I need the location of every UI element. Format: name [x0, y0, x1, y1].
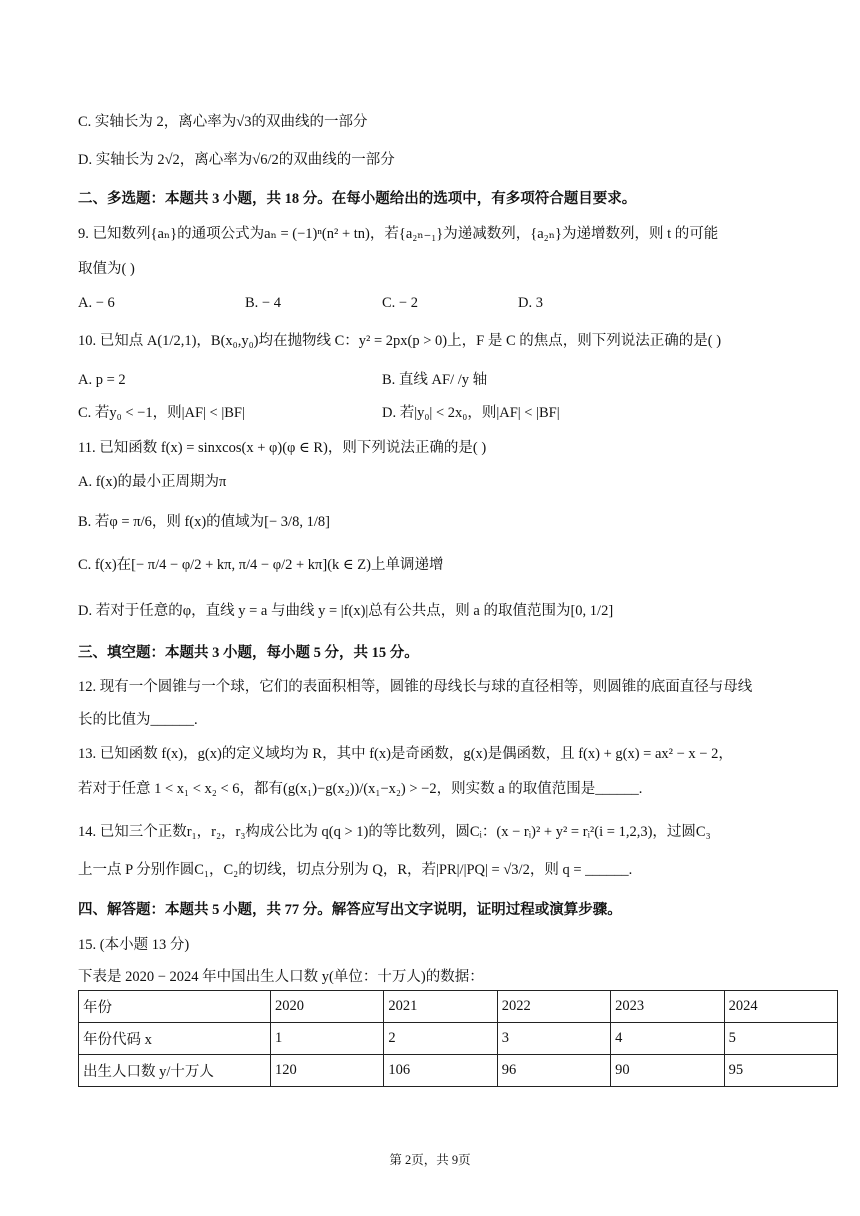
table-cell: 1 — [271, 1023, 384, 1055]
table-cell: 120 — [271, 1055, 384, 1087]
table-row — [79, 991, 838, 1023]
table-cell: 96 — [497, 1055, 610, 1087]
q15-intro: 下表是 2020 − 2024 年中国出生人口数 y(单位：十万人)的数据： — [78, 969, 484, 985]
q10-stem: 10. 已知点 A(1/2,1)，B(x₀,y₀)均在抛物线 C：y² = 2px(p > 0)上，F 是 C 的焦点，则下列说法正确的是( ) — [78, 333, 722, 349]
q11-stem: 11. 已知函数 f(x) = sinxcos(x + φ)(φ ∈ R)，则下列说法正确的是( ) — [78, 440, 487, 456]
q15-heading: 15. (本小题 13 分) — [78, 937, 190, 953]
table-cell: 年份代码 x — [79, 1023, 271, 1055]
q10-option-b: B. 直线 AF/ /y 轴 — [382, 372, 488, 388]
table-cell: 2 — [384, 1023, 497, 1055]
q9-stem-line2: 取值为( ) — [78, 261, 135, 277]
q14-line1: 14. 已知三个正数r₁，r₂，r₃构成公比为 q(q > 1)的等比数列，圆Cᵢ：(x − rᵢ)² + y² = rᵢ²(i = 1,2,3)，过圆C₃ — [78, 824, 711, 840]
q9-option-c: C. − 2 — [382, 295, 418, 311]
q10-option-a: A. p = 2 — [78, 372, 126, 388]
section-fill-in-heading: 三、填空题：本题共 3 小题，每小题 5 分，共 15 分。 — [78, 645, 419, 661]
table-cell: 2023 — [611, 991, 724, 1023]
table-cell: 5 — [724, 1023, 837, 1055]
q11-option-d: D. 若对于任意的φ，直线 y = a 与曲线 y = |f(x)|总有公共点，则 a 的取值范围为[0, 1/2] — [78, 603, 614, 619]
q12-line2: 长的比值为______. — [78, 712, 198, 728]
q9-option-d: D. 3 — [518, 295, 543, 311]
table-row — [79, 1055, 838, 1087]
page-footer: 第 2页，共 9页 — [389, 1153, 471, 1167]
q9-option-a: A. − 6 — [78, 295, 115, 311]
table-cell: 年份 — [79, 991, 271, 1023]
table-cell: 2024 — [724, 991, 837, 1023]
q11-option-c: C. f(x)在[− π/4 − φ/2 + kπ, π/4 − φ/2 + kπ](k ∈ Z)上单调递增 — [78, 557, 444, 573]
q8-option-c: C. 实轴长为 2，离心率为√3的双曲线的一部分 — [78, 114, 368, 130]
q13-line2: 若对于任意 1 < x₁ < x₂ < 6，都有(g(x₁)−g(x₂))/(x₁−x₂) > −2，则实数 a 的取值范围是______. — [78, 781, 643, 797]
table-cell: 90 — [611, 1055, 724, 1087]
table-cell: 4 — [611, 1023, 724, 1055]
section-multiple-choice-heading: 二、多选题：本题共 3 小题，共 18 分。在每小题给出的选项中，有多项符合题目要求。 — [78, 191, 637, 207]
section-solution-heading: 四、解答题：本题共 5 小题，共 77 分。解答应写出文字说明，证明过程或演算步骤。 — [78, 902, 622, 918]
table-cell: 106 — [384, 1055, 497, 1087]
q11-option-b: B. 若φ = π/6，则 f(x)的值域为[− 3/8, 1/8] — [78, 514, 330, 530]
q9-stem-line1: 9. 已知数列{aₙ}的通项公式为aₙ = (−1)ⁿ(n² + tn)，若{a₂ₙ₋₁}为递减数列，{a₂ₙ}为递增数列，则 t 的可能 — [78, 226, 719, 242]
q13-line1: 13. 已知函数 f(x)，g(x)的定义域均为 R，其中 f(x)是奇函数，g(x)是偶函数，且 f(x) + g(x) = ax² − x − 2， — [78, 746, 733, 762]
table-row — [79, 1023, 838, 1055]
q11-option-a: A. f(x)的最小正周期为π — [78, 474, 227, 490]
q9-option-b: B. − 4 — [245, 295, 281, 311]
table-cell: 2020 — [271, 991, 384, 1023]
table-cell: 2021 — [384, 991, 497, 1023]
table-cell: 2022 — [497, 991, 610, 1023]
q8-option-d: D. 实轴长为 2√2，离心率为√6/2的双曲线的一部分 — [78, 152, 395, 168]
table-cell: 3 — [497, 1023, 610, 1055]
table-cell: 95 — [724, 1055, 837, 1087]
q10-option-d: D. 若|y₀| < 2x₀，则|AF| < |BF| — [382, 405, 560, 421]
birth-population-table — [78, 990, 838, 1087]
table-cell: 出生人口数 y/十万人 — [79, 1055, 271, 1087]
q14-line2: 上一点 P 分别作圆C₁，C₂的切线，切点分别为 Q，R，若|PR|/|PQ| = √3/2，则 q = ______. — [78, 862, 633, 878]
q10-option-c: C. 若y₀ < −1，则|AF| < |BF| — [78, 405, 245, 421]
q12-line1: 12. 现有一个圆锥与一个球，它们的表面积相等，圆锥的母线长与球的直径相等，则圆锥的底面直径与母线 — [78, 679, 753, 695]
